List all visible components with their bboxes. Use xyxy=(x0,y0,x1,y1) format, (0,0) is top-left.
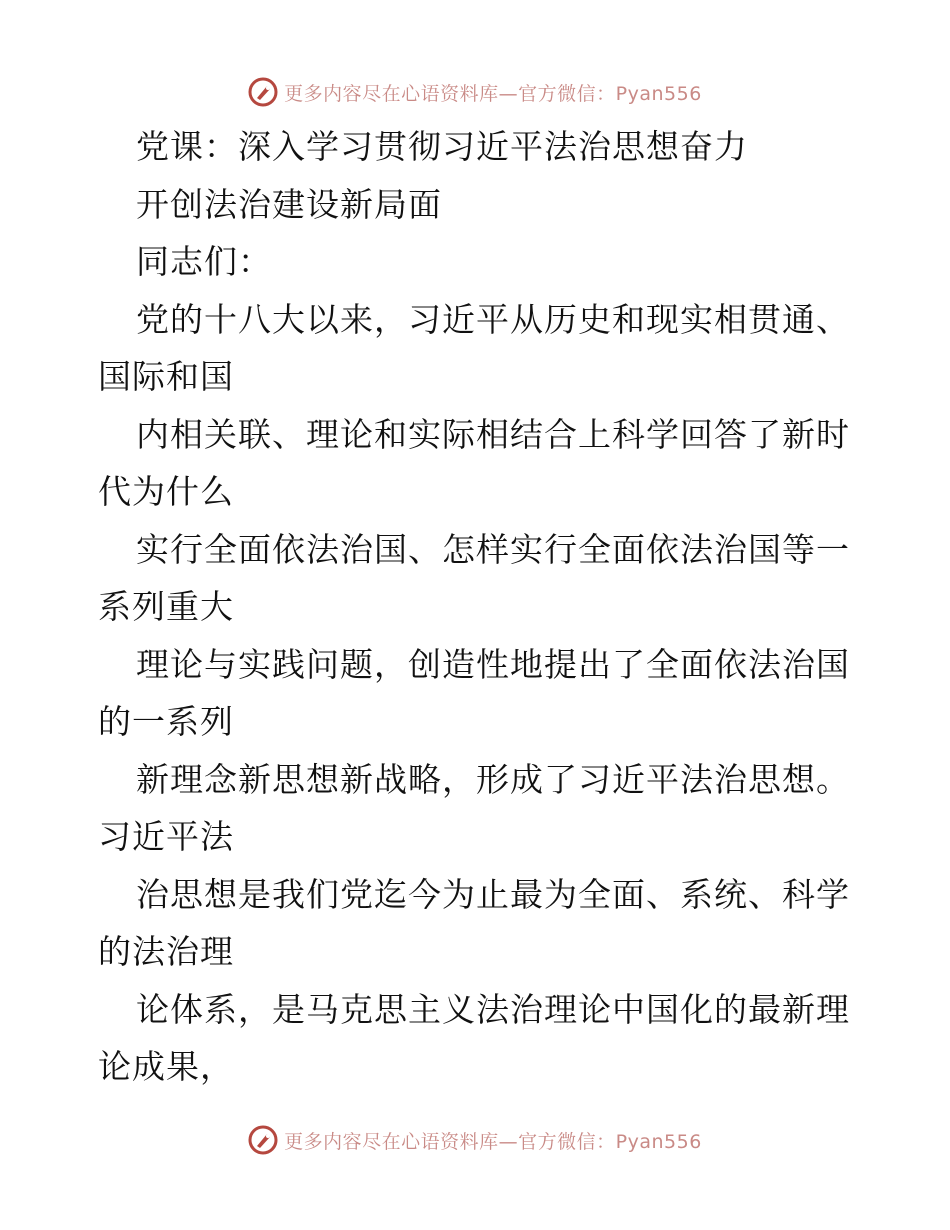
footer-watermark-text: 更多内容尽在心语资料库—官方微信：Pyan556 xyxy=(284,1130,702,1153)
paragraph-line: 实行全面依法治国、怎样实行全面依法治国等一 xyxy=(136,529,850,569)
salutation: 同志们： xyxy=(136,242,272,281)
paragraph-line: 论成果， xyxy=(98,1047,234,1086)
paragraph-line: 理论与实践问题，创造性地提出了全面依法治国 xyxy=(136,644,850,684)
header-watermark-text: 更多内容尽在心语资料库—官方微信：Pyan556 xyxy=(284,82,702,105)
paragraph-line: 代为什么 xyxy=(98,472,234,511)
paragraph-line: 的法治理 xyxy=(98,932,234,971)
paragraph-line: 论体系，是马克思主义法治理论中国化的最新理 xyxy=(136,989,850,1029)
document-body xyxy=(98,118,858,1096)
paragraph-line: 国际和国 xyxy=(98,357,234,396)
paragraph-line: 的一系列 xyxy=(98,702,234,741)
paragraph-line: 系列重大 xyxy=(98,587,234,626)
title-line-1: 党课：深入学习贯彻习近平法治思想奋力 xyxy=(136,127,748,166)
footer-watermark-banner xyxy=(0,1120,950,1160)
title-line-2: 开创法治建设新局面 xyxy=(136,184,442,224)
paragraph-line: 内相关联、理论和实际相结合上科学回答了新时 xyxy=(136,414,850,454)
paragraph-line: 习近平法 xyxy=(98,817,234,856)
pen-nib-logo-icon xyxy=(248,1125,278,1155)
header-watermark-banner xyxy=(0,72,950,112)
paragraph-line: 党的十八大以来，习近平从历史和现实相贯通、 xyxy=(136,299,850,339)
pen-nib-logo-icon xyxy=(248,77,278,107)
paragraph-line: 治思想是我们党迄今为止最为全面、系统、科学 xyxy=(136,874,850,914)
paragraph-line: 新理念新思想新战略，形成了习近平法治思想。 xyxy=(136,759,850,799)
